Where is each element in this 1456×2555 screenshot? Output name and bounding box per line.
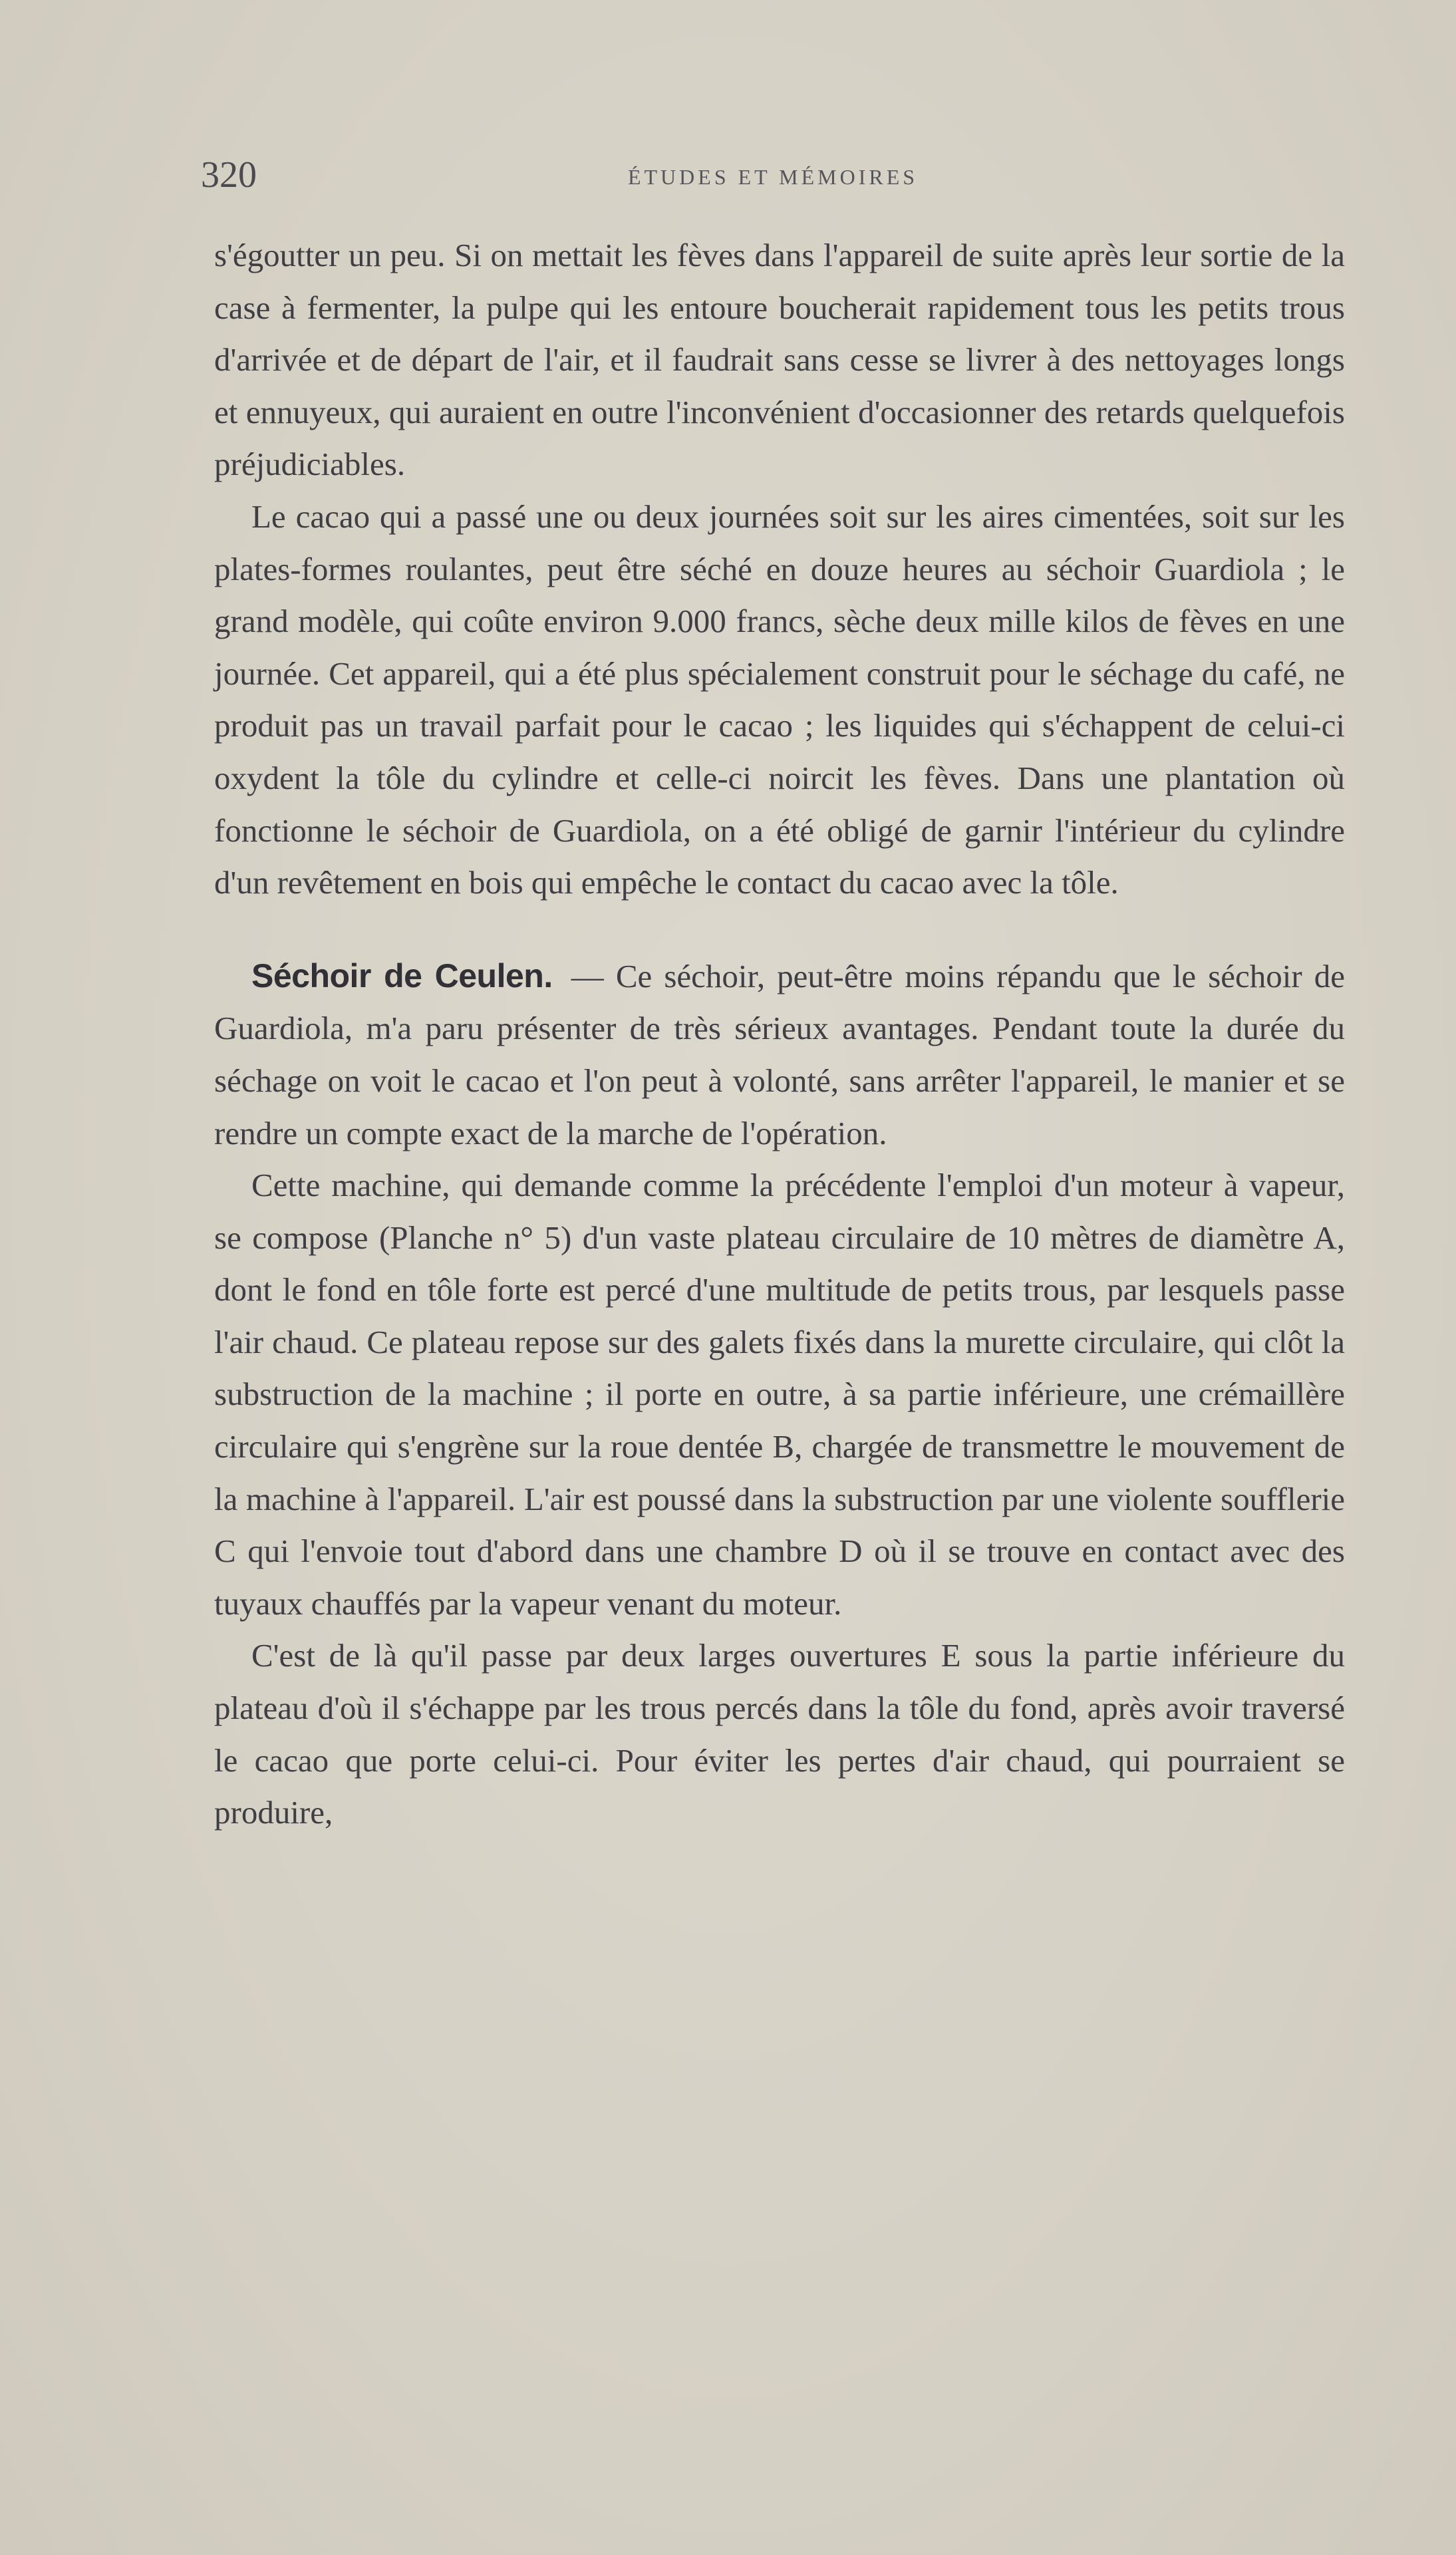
paragraph-air-flow [214, 1630, 1345, 1839]
paragraph-text: C'est de là qu'il passe par deux larges ouvertures E sous la partie inférieure du plateau d'où il s'échappe par les trous percés dans la tôle du fond, après avoir traversé le cacao que porte celui-ci. Pour éviter les pertes d'air chaud, qui pourraient se produire, [214, 1637, 1345, 1831]
paragraph-continuation [214, 229, 1345, 491]
paragraph-machine-description [214, 1159, 1345, 1630]
paragraph-text: Le cacao qui a passé une ou deux journées soit sur les aires cimentées, soit sur les plates-formes roulantes, peut être séché en douze heures au séchoir Guardiola ; le grand modèle, qui coûte environ 9.000 francs, sèche deux mille kilos de fèves en une journée. Cet appareil, qui a été plus spécialement construit pour le séchage du café, ne produit pas un travail parfait pour le cacao ; les liquides qui s'échappent de celui-ci oxydent la tôle du cylindre et celle-ci noircit les fèves. Dans une plantation où fonctionne le séchoir de Guardiola, on a été obligé de garnir l'intérieur du cylindre d'un revêtement en bois qui empêche le contact du cacao avec la tôle. [214, 498, 1345, 901]
em-dash: — [571, 957, 604, 994]
paragraph-guardiola [214, 491, 1345, 909]
running-title: ÉTUDES ET MÉMOIRES [627, 165, 919, 189]
page-number: 320 [201, 154, 257, 196]
page-header [201, 152, 1345, 198]
section-heading: Séchoir de Ceulen. [251, 957, 553, 994]
paragraph-text: Ce séchoir, peut-être moins répandu que le séchoir de Guardiola, m'a paru présenter de très sérieux avantages. Pendant toute la durée du séchage on voit le cacao et l'on peut à volonté, sans arrêter l'appareil, le manier et se rendre un compte exact de la marche de l'opération. [214, 957, 1346, 1151]
paragraph-text: Cette machine, qui demande comme la précédente l'emploi d'un moteur à vapeur, se compose (Planche n° 5) d'un vaste plateau circulaire de 10 mètres de diamètre A, dont le fond en tôle forte est percé d'une multitude de petits trous, par lesquels passe l'air chaud. Ce plateau repose sur des galets fixés dans la murette circulaire, qui clôt la substruction de la machine ; il porte en outre, à sa partie inférieure, une crémaillère circulaire qui s'engrène sur la roue dentée B, chargée de transmettre le mouvement de la machine à l'appareil. L'air est poussé dans la substruction par une violente soufflerie C qui l'envoie tout d'abord dans une chambre D où il se trouve en contact avec des tuyaux chauffés par la vapeur venant du moteur. [214, 1167, 1345, 1622]
paragraph-ceulen-intro [214, 950, 1345, 1159]
body-text [214, 229, 1345, 1839]
paragraph-text: s'égoutter un peu. Si on mettait les fèves dans l'appareil de suite après leur sortie de la case à fermenter, la pulpe qui les entoure boucherait rapidement tous les petits trous d'arrivée et de départ de l'air, et il faudrait sans cesse se livrer à des nettoyages longs et ennuyeux, qui auraient en outre l'inconvénient d'occasionner des retards quelquefois préjudiciables. [214, 237, 1345, 483]
